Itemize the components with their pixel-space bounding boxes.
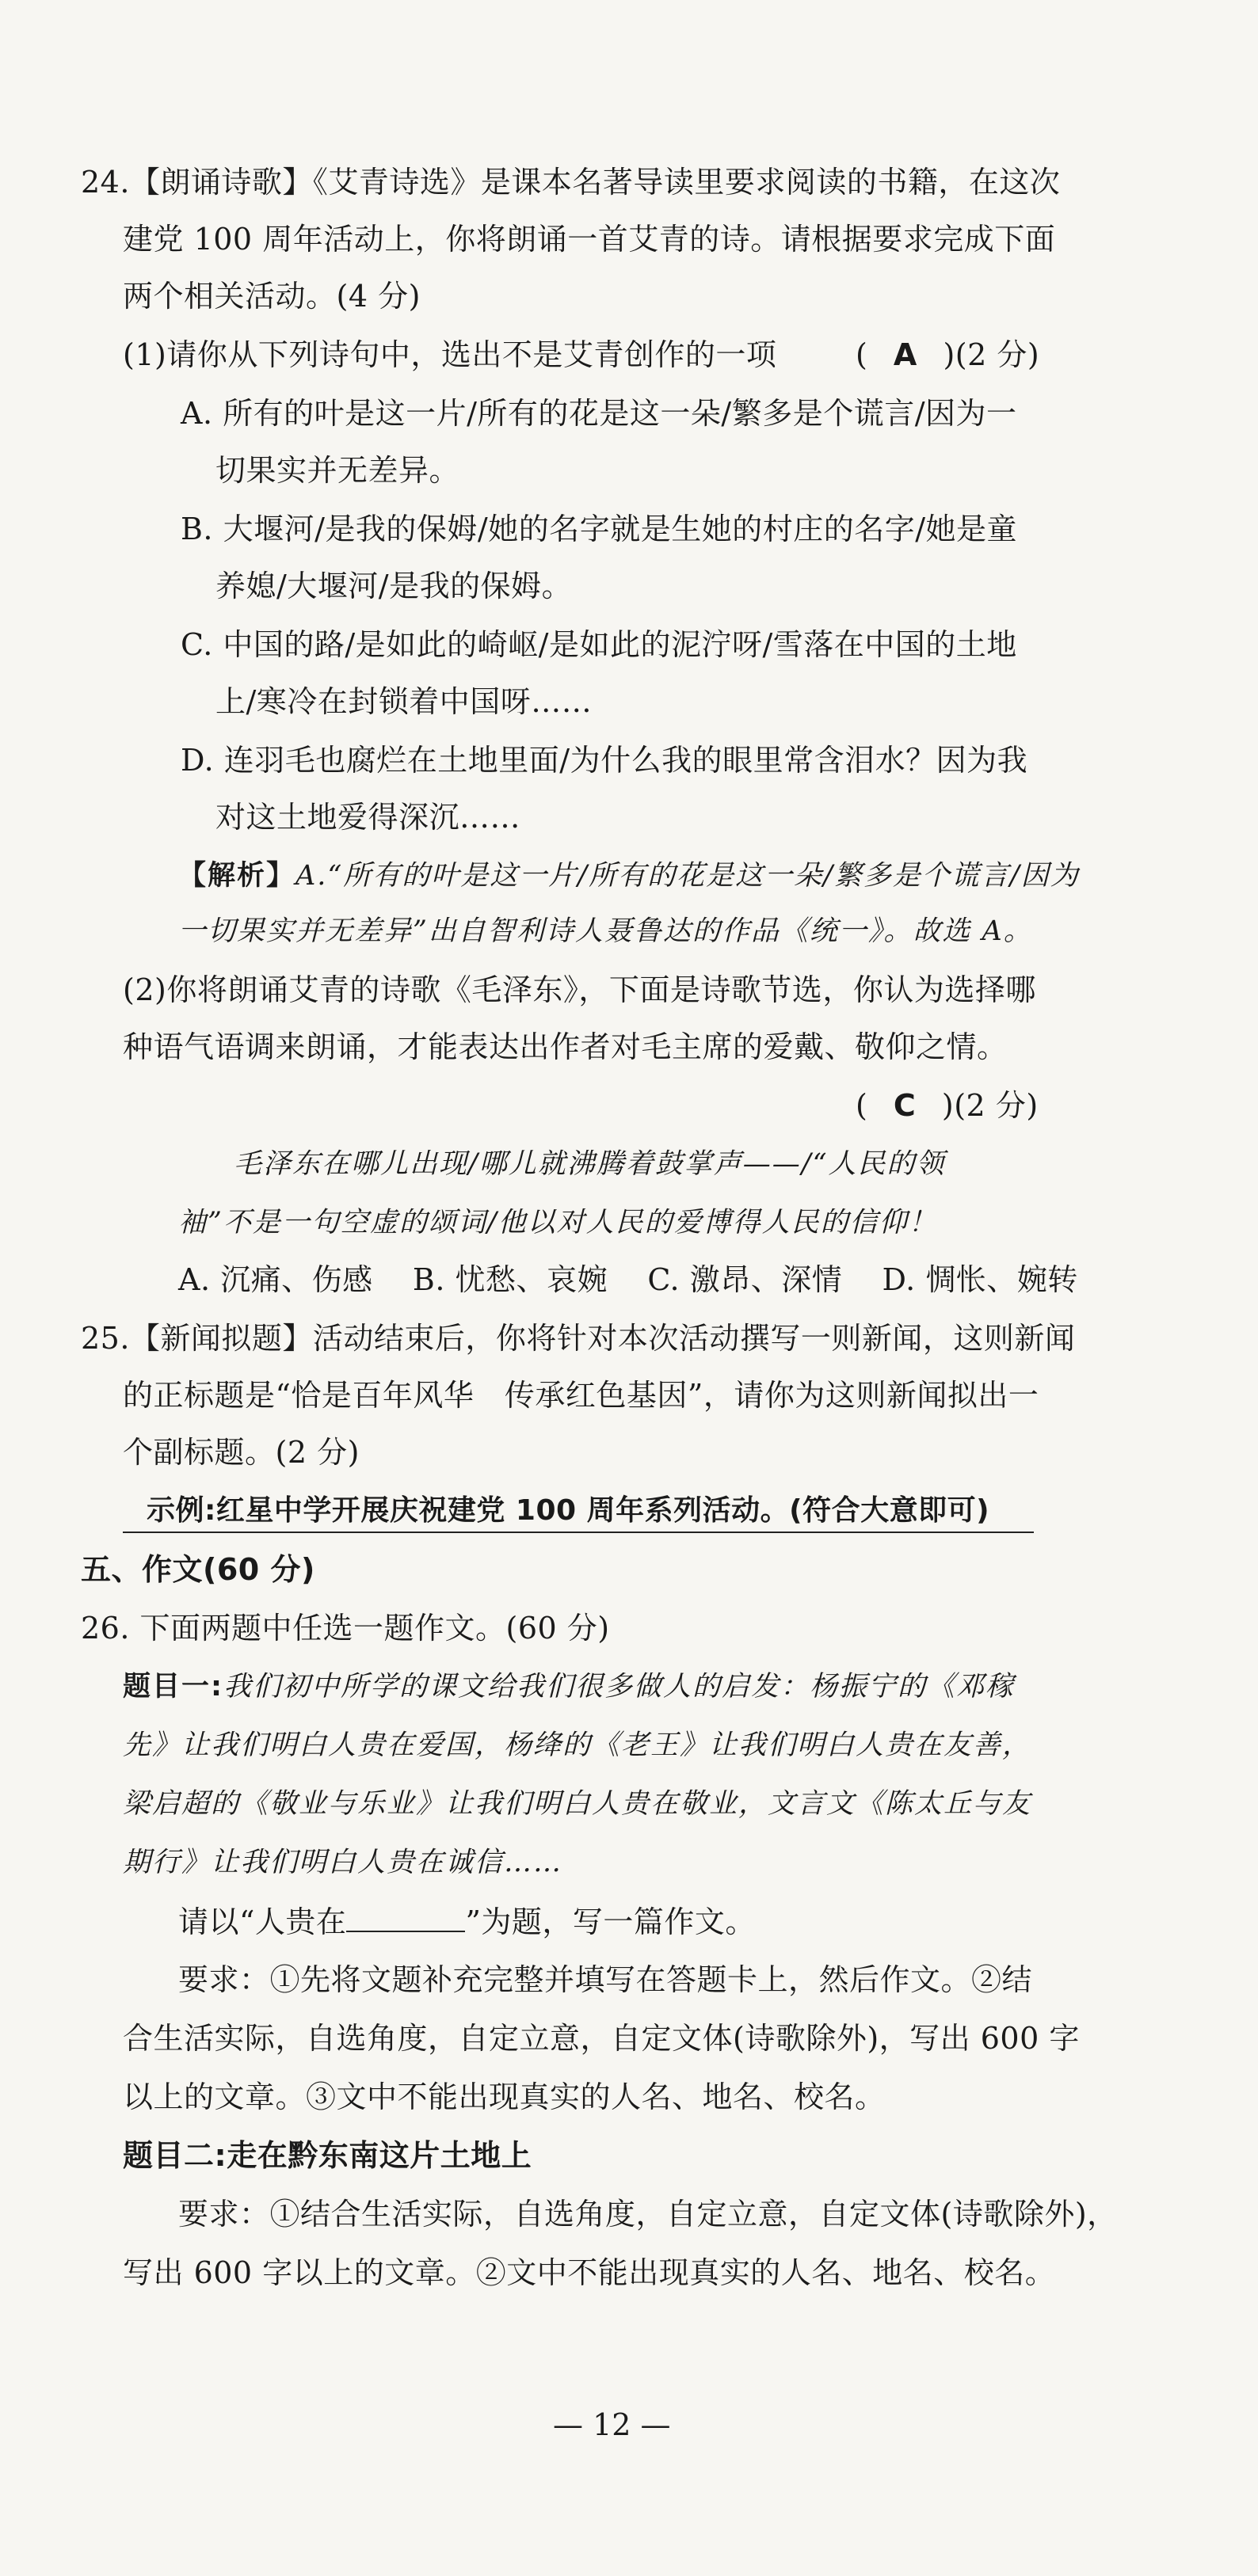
- q24-sub2-line-1: (2)你将朗诵艾青的诗歌《毛泽东》，下面是诗歌节选，你认为选择哪: [123, 972, 1036, 1007]
- paren-open: (: [856, 1088, 868, 1123]
- topic-one-prompt: [178, 1902, 756, 1941]
- topic-one-req-line-3: 以上的文章。③文中不能出现真实的人名、地名、校名。: [123, 2079, 886, 2114]
- title-blank: [346, 1902, 465, 1932]
- section-five-heading: 五、作文(60 分): [81, 1552, 315, 1587]
- q25-sample-answer: 示例:红星中学开展庆祝建党 100 周年系列活动。(符合大意即可): [147, 1494, 990, 1527]
- q25-line-1: 25.【新闻拟题】活动结束后，你将针对本次活动撰写一则新闻，这则新闻: [81, 1321, 1076, 1356]
- paren-open: (: [856, 337, 868, 372]
- score-note: )(2 分): [941, 1088, 1039, 1123]
- tone-options: A. 沉痛、伤感 B. 忧愁、哀婉 C. 激昂、深情 D. 惆怅、婉转: [178, 1262, 1078, 1297]
- topic-one-line-2: 先》让我们明白人贵在爱国，杨绛的《老王》让我们明白人贵在友善，: [123, 1729, 1032, 1761]
- answer-underline: [123, 1532, 1034, 1533]
- q24-sub2-answer: [856, 1086, 1039, 1124]
- prompt-part-a: 请以“人贵在: [178, 1904, 347, 1939]
- topic-one-line-1: [123, 1668, 1015, 1706]
- topic-one-tag: 题目一:: [123, 1671, 223, 1703]
- topic-two-req-line-2: 写出 600 字以上的文章。②文中不能出现真实的人名、地名、校名。: [123, 2255, 1056, 2290]
- option-b-line-1: B. 大堰河/是我的保姆/她的名字就是生她的村庄的名字/她是童: [181, 512, 1017, 546]
- topic-two-title: 题目二:走在黔东南这片土地上: [123, 2138, 532, 2173]
- topic-one-text: 我们初中所学的课文给我们很多做人的启发：杨振宁的《邓稼: [223, 1671, 1016, 1703]
- explanation-text: A.“所有的叶是这一片/所有的花是这一朵/繁多是个谎言/因为: [295, 860, 1080, 892]
- topic-one-line-3: 梁启超的《敬业与乐业》让我们明白人贵在敬业，文言文《陈太丘与友: [123, 1788, 1032, 1820]
- q24-sub2-line-2: 种语气语调来朗诵，才能表达出作者对毛主席的爱戴、敬仰之情。: [123, 1029, 1008, 1064]
- q26-stem: 26. 下面两题中任选一题作文。(60 分): [81, 1611, 610, 1646]
- poem-line-1: 毛泽东在哪儿出现/哪儿就沸腾着鼓掌声——/“人民的领: [234, 1148, 946, 1180]
- page-number: — 12 —: [553, 2407, 671, 2442]
- poem-line-2: 袖”不是一句空虚的颂词/他以对人民的爱博得人民的信仰！: [178, 1207, 938, 1239]
- q24-line-1: 24.【朗诵诗歌】《艾青诗选》是课本名著导读里要求阅读的书籍，在这次: [81, 165, 1061, 200]
- q24-sub1-answer: [856, 336, 1039, 374]
- q25-line-2: 的正标题是“恰是百年风华 传承红色基因”，请你为这则新闻拟出一: [123, 1378, 1039, 1413]
- option-c-line-2: 上/寒冷在封锁着中国呀……: [215, 684, 593, 719]
- topic-one-line-4: 期行》让我们明白人贵在诚信……: [123, 1847, 563, 1878]
- answer-letter: C: [893, 1088, 917, 1123]
- score-note: )(2 分): [943, 337, 1040, 372]
- option-d-line-2: 对这土地爱得深沉……: [215, 800, 521, 835]
- explanation-tag: 【解析】: [178, 860, 296, 892]
- topic-one-req-line-1: 要求：①先将文题补充完整并填写在答题卡上，然后作文。②结: [178, 1962, 1033, 1997]
- topic-two-req-line-1: 要求：①结合生活实际，自选角度，自定立意，自定文体(诗歌除外)，: [178, 2197, 1118, 2232]
- option-a-line-1: A. 所有的叶是这一片/所有的花是这一朵/繁多是个谎言/因为一: [181, 396, 1017, 431]
- explanation-line-2: 一切果实并无差异”出自智利诗人聂鲁达的作品《统一》。故选 A。: [178, 915, 1033, 947]
- topic-one-req-line-2: 合生活实际，自选角度，自定立意，自定文体(诗歌除外)，写出 600 字: [123, 2021, 1080, 2056]
- prompt-part-b: ”为题，写一篇作文。: [465, 1904, 756, 1939]
- option-c-line-1: C. 中国的路/是如此的崎岖/是如此的泥泞呀/雪落在中国的土地: [181, 627, 1017, 662]
- q24-sub1-stem: (1)请你从下列诗句中，选出不是艾青创作的一项: [123, 337, 777, 372]
- option-b-line-2: 养媳/大堰河/是我的保姆。: [215, 569, 573, 603]
- explanation-line-1: [178, 857, 1080, 895]
- q24-line-3: 两个相关活动。(4 分): [123, 279, 421, 314]
- option-a-line-2: 切果实并无差异。: [215, 453, 460, 488]
- q25-line-3: 个副标题。(2 分): [123, 1435, 360, 1470]
- option-d-line-1: D. 连羽毛也腐烂在土地里面/为什么我的眼里常含泪水？因为我: [181, 743, 1028, 778]
- answer-letter: A: [893, 337, 917, 372]
- q24-line-2: 建党 100 周年活动上，你将朗诵一首艾青的诗。请根据要求完成下面: [123, 222, 1056, 257]
